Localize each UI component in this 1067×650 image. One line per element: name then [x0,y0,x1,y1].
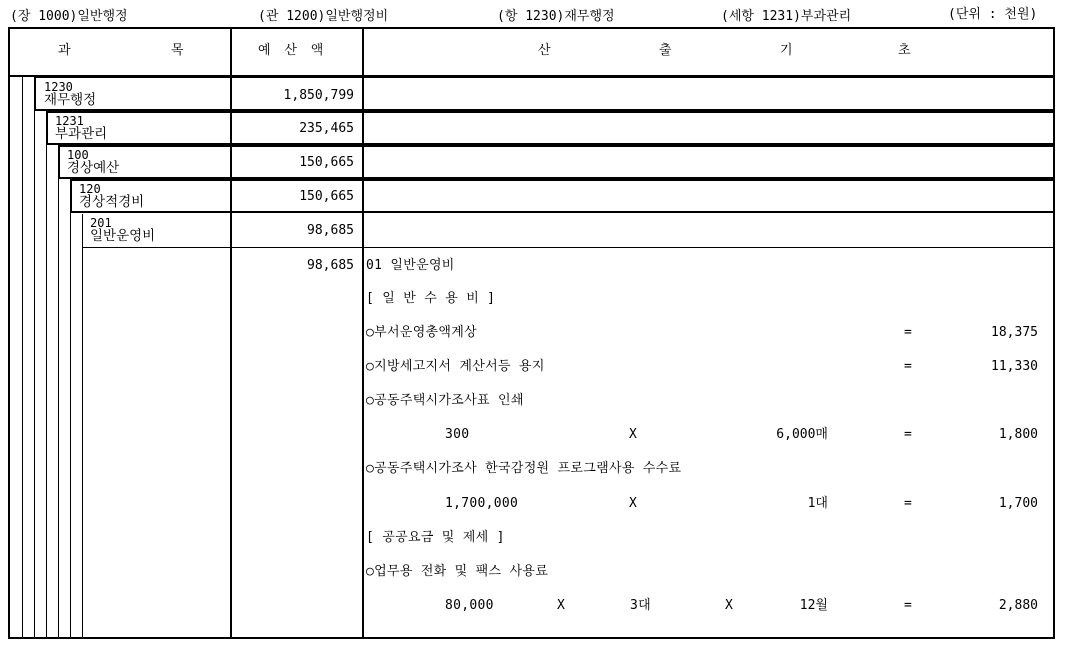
detail-eq-1: = [904,325,913,340]
detail-line-section-2: [ 공공요금 및 제세 ] [366,530,505,545]
row-code-100: 100 [67,148,89,162]
col-divider-1b [230,76,232,247]
col-header-mok: 목 [171,43,184,58]
detail-line-item-5: ○업무용 전화 및 팩스 사용료 [366,564,549,579]
row-name-100: 경상예산 [67,160,120,176]
row-amount-1230: 1,850,799 [283,88,354,103]
detail-line-title: 01 일반운영비 [366,258,455,273]
row-code-1231: 1231 [55,114,84,128]
detail-calc-4-op: X [629,496,638,511]
header-gwan: (관 1200)일반행정비 [258,9,389,24]
row-name-1230: 재무행정 [44,92,97,108]
header-jang: (장 1000)일반행정 [10,9,128,24]
detail-calc-4-a: 1,700,000 [445,496,519,511]
detail-amount-2: 11,330 [991,359,1038,374]
col-header-chul: 출 [659,43,672,58]
detail-amount: 98,685 [307,258,354,273]
detail-line-section-1: [ 일 반 수 용 비 ] [366,291,496,306]
row-box-120 [70,179,1055,213]
detail-amount-4: 1,700 [998,496,1038,511]
detail-calc-5-c: 12월 [799,598,828,613]
detail-calc-5-op1: X [557,598,566,613]
col-divider-2b [362,76,364,247]
row-amount-201: 98,685 [307,223,354,238]
indent-line-6 [82,214,83,639]
detail-calc-5-b: 3대 [630,598,651,613]
detail-eq-5: = [904,598,913,613]
row-box-1231 [46,111,1055,145]
row-amount-120: 150,665 [299,189,354,204]
row-name-201: 일반운영비 [90,228,156,244]
detail-calc-5-a: 80,000 [445,598,494,613]
row-code-201: 201 [90,216,112,230]
header-unit: (단위 : 천원) [948,7,1038,22]
detail-line-item-3: ○공동주택시가조사표 인쇄 [366,393,524,408]
row-code-1230: 1230 [44,80,73,94]
detail-eq-4: = [904,496,913,511]
col-header-budget: 예 산 액 [258,43,327,58]
row-name-120: 경상적경비 [79,194,145,210]
col-header-cho: 초 [898,43,911,58]
detail-calc-4-b: 1대 [807,496,828,511]
header-sehang: (세항 1231)부과관리 [721,9,852,24]
col-header-gwa: 과 [58,43,71,58]
detail-calc-3-a: 300 [445,427,470,442]
row-box-100 [58,145,1055,179]
detail-calc-3-b: 6,000매 [776,427,828,442]
col-header-san: 산 [538,43,551,58]
detail-line-item-4: ○공동주택시가조사 한국감정원 프로그램사용 수수료 [366,461,682,476]
detail-calc-3-op: X [629,427,638,442]
row-amount-1231: 235,465 [299,121,354,136]
detail-eq-2: = [904,359,913,374]
detail-line-item-2: ○지방세고지서 계산서등 용지 [366,359,545,374]
indent-line-1 [22,76,23,639]
indent-line-2 [34,76,35,639]
row-name-1231: 부과관리 [55,126,108,142]
indent-line-3 [46,112,47,639]
row-code-120: 120 [79,182,101,196]
detail-amount-5: 2,880 [998,598,1038,613]
detail-amount-1: 18,375 [991,325,1038,340]
col-header-gi: 기 [780,43,793,58]
row-box-1230 [34,76,1055,111]
indent-line-4 [58,146,59,639]
header-hang: (항 1230)재무행정 [497,9,615,24]
indent-line-5 [70,180,71,639]
detail-line-item-1: ○부서운영총액계상 [366,325,477,340]
detail-eq-3: = [904,427,913,442]
detail-calc-5-op2: X [725,598,734,613]
row-amount-100: 150,665 [299,155,354,170]
detail-amount-3: 1,800 [998,427,1038,442]
row-line-201 [82,247,1055,248]
